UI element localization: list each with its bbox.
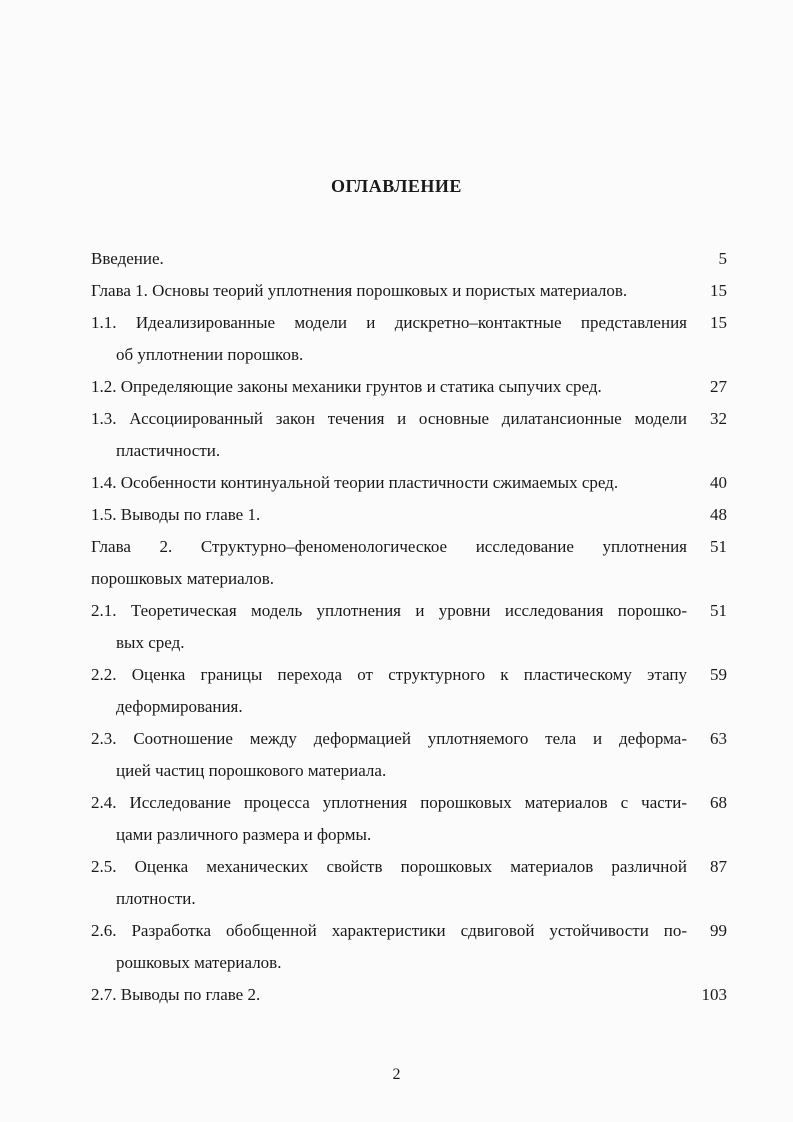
toc-entry [91, 787, 731, 851]
toc-entry-line: цами различного размера и формы. [116, 825, 372, 844]
toc-entry-line: плотности. [116, 889, 196, 908]
toc-entry-line: вых сред. [116, 633, 185, 652]
toc-entry-line: 2.6. Разработка обобщенной характеристики сдвиговой устойчивости по- [91, 921, 687, 940]
toc-entry-text [91, 499, 687, 531]
toc-entry [91, 307, 731, 371]
toc-page-number: 87 [710, 857, 727, 876]
toc-entry-line: 2.4. Исследование процесса уплотнения порошковых материалов с части- [91, 793, 687, 812]
toc-entry-text [91, 307, 687, 371]
toc-page-number: 99 [710, 921, 727, 940]
toc-entry-line: порошковых материалов. [91, 569, 275, 588]
toc-entry [91, 467, 731, 499]
toc-entry-line: 1.4. Особенности континуальной теории пластичности сжимаемых сред. [91, 473, 619, 492]
toc-entry [91, 371, 731, 403]
toc-entry-line: Глава 1. Основы теорий уплотнения порошковых и пористых материалов. [91, 281, 628, 300]
toc-page-number: 5 [718, 249, 727, 268]
toc-page-number: 68 [710, 793, 727, 812]
toc-page-number: 15 [710, 313, 727, 332]
toc-entry [91, 915, 731, 979]
toc-page-number: 32 [710, 409, 727, 428]
toc-entry [91, 499, 731, 531]
toc-entry-line: Введение. [91, 249, 164, 268]
toc-page-number: 15 [710, 281, 727, 300]
toc-entry-line: 1.3. Ассоциированный закон течения и основные дилатансионные модели [91, 409, 687, 428]
toc-entry [91, 851, 731, 915]
toc-page-number: 27 [710, 377, 727, 396]
toc-entry-text [91, 595, 687, 659]
toc-entry-line: пластичности. [116, 441, 221, 460]
toc-page-number: 51 [710, 601, 727, 620]
toc-entry-line: 2.3. Соотношение между деформацией уплотняемого тела и деформа- [91, 729, 687, 748]
toc-page-number: 63 [710, 729, 727, 748]
toc-entry-line: Глава 2. Структурно–феноменологическое исследование уплотнения [91, 537, 687, 556]
toc-entry-text [91, 915, 687, 979]
toc-entry [91, 403, 731, 467]
toc-entry-line: об уплотнении порошков. [116, 345, 304, 364]
toc-entry-text [91, 723, 687, 787]
toc-entry-line: 1.5. Выводы по главе 1. [91, 505, 261, 524]
toc-page-number: 103 [701, 985, 727, 1004]
toc-entry-line: рошковых материалов. [116, 953, 282, 972]
toc-entry [91, 979, 731, 1011]
toc-entry [91, 243, 731, 275]
toc-entry-text [91, 979, 687, 1011]
toc-entry-line: цией частиц порошкового материала. [116, 761, 387, 780]
page-number: 2 [392, 1066, 401, 1083]
toc-page-number: 40 [710, 473, 727, 492]
toc-entry [91, 531, 731, 595]
toc-entry-text [91, 467, 687, 499]
toc-page-number: 59 [710, 665, 727, 684]
toc-entry-line: 1.2. Определяющие законы механики грунтов и статика сыпучих сред. [91, 377, 602, 396]
table-of-contents [91, 243, 731, 1011]
toc-entry-line: деформирования. [116, 697, 243, 716]
toc-entry-text [91, 403, 687, 467]
toc-entry-text [91, 371, 687, 403]
toc-entry-line: 2.1. Теоретическая модель уплотнения и уровни исследования порошко- [91, 601, 687, 620]
toc-entry-line: 2.5. Оценка механических свойств порошковых материалов различной [91, 857, 687, 876]
toc-entry [91, 659, 731, 723]
toc-entry-line: 1.1. Идеализированные модели и дискретно–контактные представления [91, 313, 687, 332]
toc-page-number: 48 [710, 505, 727, 524]
toc-entry [91, 595, 731, 659]
toc-entry-text [91, 851, 687, 915]
toc-entry-line: 2.2. Оценка границы перехода от структурного к пластическому этапу [91, 665, 687, 684]
toc-entry [91, 275, 731, 307]
toc-entry-text [91, 243, 687, 275]
toc-entry-line: 2.7. Выводы по главе 2. [91, 985, 261, 1004]
toc-page-number: 51 [710, 537, 727, 556]
toc-entry-text [91, 531, 687, 595]
page-title: ОГЛАВЛЕНИЕ [331, 176, 462, 196]
toc-entry-text [91, 787, 687, 851]
toc-entry [91, 723, 731, 787]
toc-entry-text [91, 659, 687, 723]
toc-entry-text [91, 275, 687, 307]
